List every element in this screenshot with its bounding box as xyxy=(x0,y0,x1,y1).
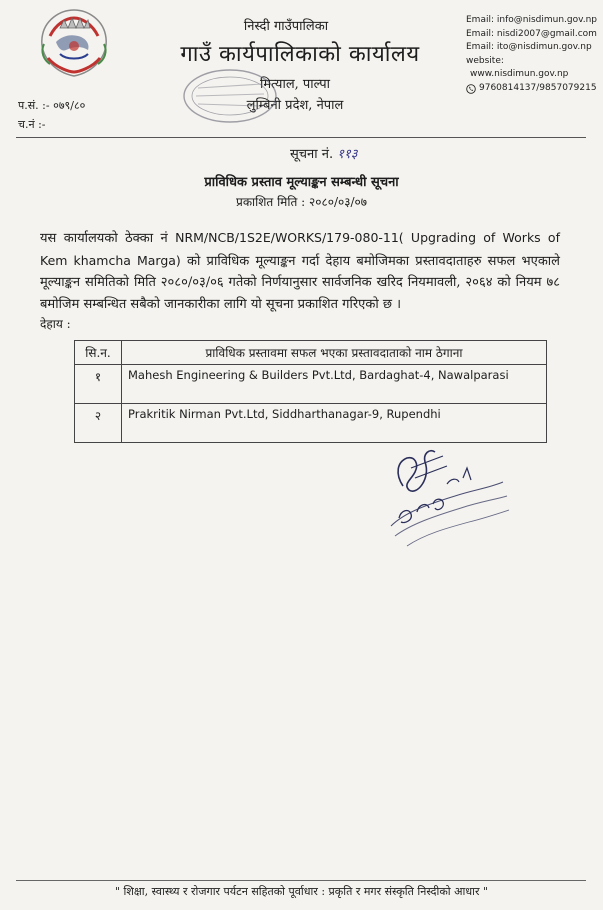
contact-phone-row xyxy=(466,82,597,96)
contact-block xyxy=(466,14,597,96)
contact-website: www.nisdimun.gov.np xyxy=(470,69,569,80)
notice-published-date: प्रकाशित मिति : २०८०/०३/०७ xyxy=(236,195,367,209)
body-part-1: यस कार्यालयको ठेक्का नं xyxy=(40,231,168,246)
office-address: मित्याल, पाल्पा xyxy=(260,77,330,92)
table-header-row xyxy=(75,341,547,365)
municipality-name: निस्दी गाउँपालिका xyxy=(243,19,329,34)
phone-icon xyxy=(466,84,476,94)
contact-email-info: Email: info@nisdimun.gov.np xyxy=(466,15,598,25)
body-contract-number: NRM/NCB/1S2E/WORKS/179-080-11( Upgrading of Works of Kem khamcha Marga) xyxy=(40,230,560,268)
reference-ch: च.नं :- xyxy=(18,118,46,131)
signature-stamp-icon xyxy=(385,438,515,556)
table-cell-sn: २ xyxy=(75,404,122,443)
body-part-2: को प्राविधिक मूल्याङ्कन गर्दा देहाय बमोजिमका प्रस्तावदाताहरु सफल भएकाले मूल्याङ्कन समितिको मिति २०८०/०३/०६ गतेको निर्णयानुसार सार्वजनिक खरिद नियमावली, २०६४ को नियम ७८ बमोजिम सम्बन्धित सबैको जानकारीका लागि यो सूचना प्रकाशित गरिएको छ । xyxy=(40,253,560,312)
table-row xyxy=(75,404,547,443)
footer-motto: " शिक्षा, स्वास्थ्य र रोजगार पर्यटन सहितको पूर्वाधार : प्रकृति र मगर संस्कृति निस्दीको आधार " xyxy=(114,885,489,898)
office-stamp-icon xyxy=(180,66,280,126)
nepal-emblem-icon xyxy=(30,6,118,80)
header-divider xyxy=(16,137,586,138)
contact-email-nisdi: Email: nisdi2007@gmail.com xyxy=(466,28,597,39)
notice-title: प्राविधिक प्रस्ताव मूल्याङ्कन सम्बन्धी सूचना xyxy=(204,175,399,190)
notice-body xyxy=(40,227,560,315)
table-header-name: प्राविधिक प्रस्तावमा सफल भएका प्रस्तावदाताको नाम ठेगाना xyxy=(122,341,547,365)
table-cell-sn: १ xyxy=(75,365,122,404)
reference-ps: प.सं. :- ०७९/८० xyxy=(18,99,86,112)
successful-bidders-table xyxy=(74,340,547,443)
contact-email-ito: Email: ito@nisdimun.gov.np xyxy=(466,42,592,53)
table-cell-name: Mahesh Engineering & Builders Pvt.Ltd, Bardaghat-4, Nawalparasi xyxy=(122,365,547,404)
table-cell-name: Prakritik Nirman Pvt.Ltd, Siddharthanagar-9, Rupendhi xyxy=(122,404,547,443)
dehay-label: देहाय : xyxy=(40,317,71,331)
footer-divider xyxy=(16,880,586,881)
table-row xyxy=(75,365,547,404)
contact-phone: 9760814137/9857079215 xyxy=(479,82,597,93)
notice-number-label: सूचना नं. xyxy=(290,147,334,162)
table-header-sn: सि.न. xyxy=(75,341,122,365)
notice-number xyxy=(290,144,358,162)
notice-number-value: ११३ xyxy=(337,147,358,162)
contact-website-label: website: xyxy=(466,55,504,66)
office-name: गाउँ कार्यपालिकाको कार्यालय xyxy=(180,42,420,67)
office-province: लुम्बिनी प्रदेश, नेपाल xyxy=(246,98,344,113)
